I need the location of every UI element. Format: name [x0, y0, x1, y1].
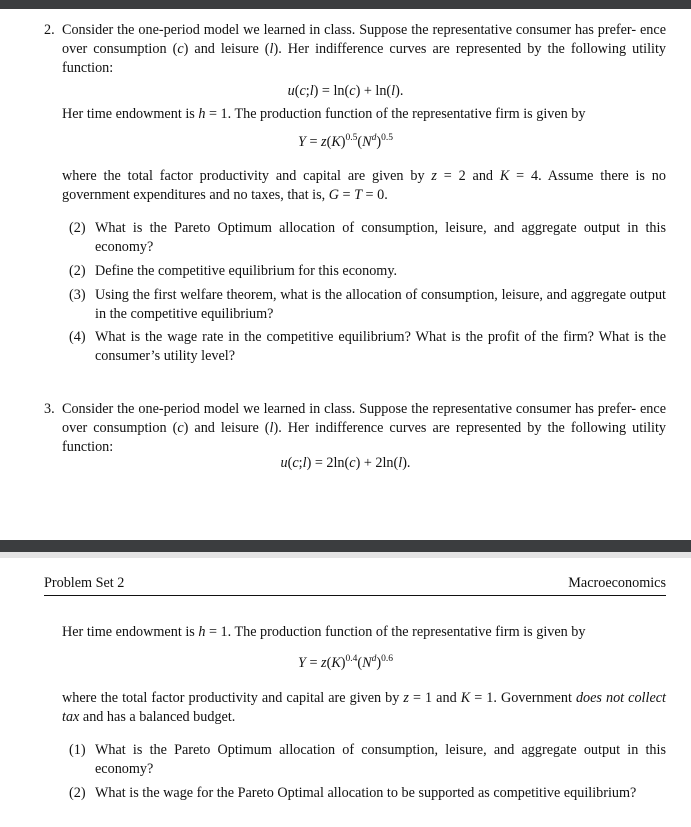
- header-rule: [44, 595, 666, 596]
- question-2-intro: Consider the one-period model we learned in class. Suppose the representative consumer has prefer- ence over consumption (c) and leisure (l). Her indifference curves are represented by the following utility function:: [62, 22, 666, 76]
- question-2-number: 2.: [44, 22, 55, 38]
- running-header-right: Macroeconomics: [568, 575, 666, 591]
- p2-item-1-number: (1): [69, 742, 86, 758]
- q2-item-1-text: What is the Pareto Optimum allocation of consumption, leisure, and aggregate output in this economy?: [95, 220, 666, 255]
- p2-item-1-text: What is the Pareto Optimum allocation of consumption, leisure, and aggregate output in this economy?: [95, 742, 666, 777]
- p2-item-2-number: (2): [69, 785, 86, 801]
- page-top-edge: [0, 0, 691, 9]
- q2-item-2-text: Define the competitive equilibrium for this economy.: [95, 263, 398, 279]
- page-2: [0, 558, 691, 827]
- page-2-endowment: Her time endowment is h = 1. The production function of the representative firm is given by: [62, 624, 586, 640]
- q2-item-3-number: (3): [69, 287, 86, 303]
- p2-item-2-text: What is the wage for the Pareto Optimal allocation to be supported as competitive equilibrium?: [95, 785, 637, 801]
- page-1: [0, 9, 691, 540]
- question-2-utility-equation: u(c;l) = ln(c) + ln(l).: [287, 83, 404, 99]
- q2-item-1-number: (2): [69, 220, 86, 236]
- q2-item-3-text: Using the first welfare theorem, what is the allocation of consumption, leisure, and aggregate output in the competitive equilibrium?: [95, 287, 666, 322]
- page-2-parameters: where the total factor productivity and capital are given by z = 1 and K = 1. Government does not collect tax and has a balanced budget.: [62, 690, 666, 725]
- q2-item-4-number: (4): [69, 329, 86, 345]
- question-2-parameters: where the total factor productivity and capital are given by z = 2 and K = 4. Assume there is no government expenditures and no taxes, that is, G = T = 0.: [62, 168, 666, 203]
- page-2-production-equation: $Y = z(K)^{0.4}(N^d)^{0.6}$: [298, 654, 393, 671]
- running-header-left: Problem Set 2: [44, 575, 125, 591]
- q2-item-4-text: What is the wage rate in the competitive equilibrium? What is the profit of the firm? What is the consumer’s utility level?: [95, 329, 666, 364]
- question-2-production-equation: $Y = z(K)^{0.5}(N^d)^{0.5}$: [298, 133, 393, 150]
- q2-item-2-number: (2): [69, 263, 86, 279]
- question-2-endowment: Her time endowment is h = 1. The production function of the representative firm is given by: [62, 106, 586, 122]
- question-3-intro: Consider the one-period model we learned in class. Suppose the representative consumer has prefer- ence over consumption (c) and leisure (l). Her indifference curves are represented by the following utility function:: [62, 401, 666, 455]
- page-separator: [0, 540, 691, 552]
- question-3-number: 3.: [44, 401, 55, 417]
- question-3-utility-equation: u(c;l) = 2ln(c) + 2ln(l).: [280, 455, 411, 471]
